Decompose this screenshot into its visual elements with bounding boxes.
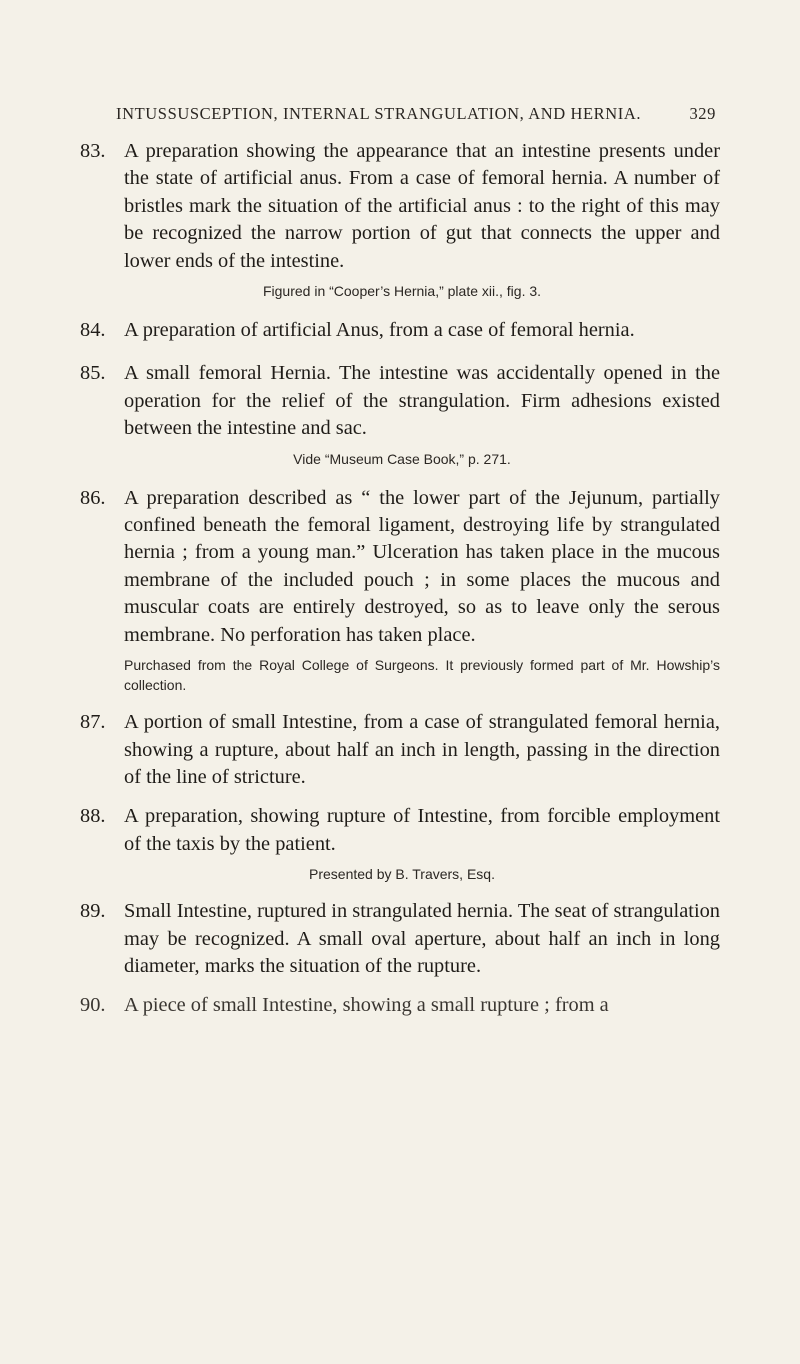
- entry-reference-note: Figured in “Cooper’s Hernia,” plate xii., fig. 3.: [262, 283, 542, 300]
- entry-number: 87.: [80, 711, 106, 734]
- entry-donor-note: Presented by B. Travers, Esq.: [309, 866, 495, 883]
- catalogue-entry-87: [80, 709, 720, 791]
- catalogue-entries: [80, 138, 720, 1030]
- catalogue-entry-86: [80, 485, 720, 695]
- entry-text: A small femoral Hernia. The intestine was accidentally opened in the operation for the relief of the strangulation. Firm adhesions existed between the intestine and sac.: [124, 362, 720, 440]
- entry-number: 89.: [80, 900, 106, 923]
- catalogue-entry-84: [80, 317, 720, 344]
- catalogue-entry-89: [80, 898, 720, 980]
- entry-text: A preparation showing the appearance that an intestine presents under the state of artificial anus. From a case of femoral hernia. A number of bristles mark the situation of the artificial anus : to the right of this may be recognized the narrow portion of gut that connects the upper and lower ends of the intestine.: [124, 140, 720, 272]
- entry-number: 83.: [80, 140, 106, 162]
- entry-number: 86.: [80, 486, 106, 509]
- entry-provenance-note: Purchased from the Royal College of Surgeons. It previously formed part of Mr. Howship’s collection.: [124, 657, 720, 694]
- entry-text: A preparation of artificial Anus, from a case of femoral hernia.: [124, 319, 635, 342]
- entry-text: A preparation described as “ the lower part of the Jejunum, partially confined beneath the femoral ligament, destroying life by strangulated hernia ; from a young man.” Ulceration has taken place in the mucous membrane of the included pouch ; in some places the mucous and muscular coats are entirely destroyed, so as to leave only the serous membrane. No perforation has taken place.: [124, 486, 720, 646]
- entry-number: 88.: [80, 805, 106, 828]
- page-number: 329: [689, 104, 716, 123]
- entry-number: 84.: [80, 319, 106, 342]
- catalogue-entry-85: [80, 360, 720, 468]
- entry-text: A preparation, showing rupture of Intestine, from forcible employment of the taxis by the patient.: [124, 805, 720, 855]
- catalogue-entry-88: [80, 803, 720, 884]
- entry-text: A portion of small Intestine, from a case of strangulated femoral hernia, showing a rupture, about half an inch in length, passing in the direction of the line of stricture.: [124, 711, 720, 788]
- entry-number: 90.: [80, 994, 106, 1017]
- catalogue-entry-83: [80, 138, 720, 301]
- entry-text: A piece of small Intestine, showing a small rupture ; from a: [124, 994, 609, 1017]
- entry-reference-note: Vide “Museum Case Book,” p. 271.: [293, 450, 511, 467]
- entry-text: Small Intestine, ruptured in strangulated hernia. The seat of strangulation may be recognized. A small oval aperture, about half an inch in long diameter, marks the situation of the rupture.: [124, 900, 720, 977]
- catalogue-entry-90: [80, 992, 720, 1019]
- running-head-title: INTUSSUSCEPTION, INTERNAL STRANGULATION, AND HERNIA.: [116, 104, 642, 123]
- running-head: [116, 104, 716, 124]
- entry-number: 85.: [80, 362, 106, 385]
